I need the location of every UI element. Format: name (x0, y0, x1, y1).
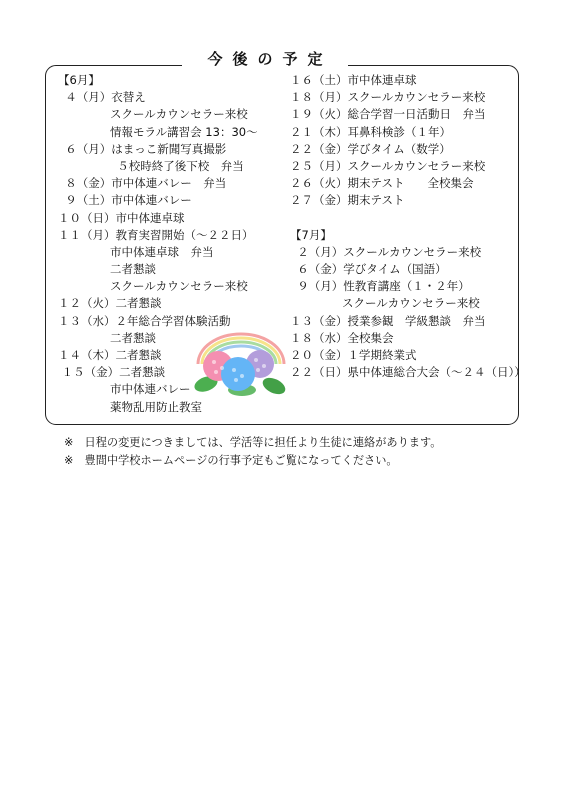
july-schedule-entry: ６（金）学びタイム（国語） (290, 262, 447, 277)
june-schedule-entry: スクールカウンセラー来校 (110, 107, 248, 122)
notes (64, 434, 441, 470)
page-title: 今後の予定 (182, 46, 348, 72)
june-schedule-entry: １１（月）教育実習開始（～２２日） (58, 227, 254, 242)
july-schedule-entry: ２（月）スクールカウンセラー来校 (290, 244, 482, 259)
june-schedule-entry: ８（金）市中体連バレー 弁当 (58, 176, 227, 191)
june-schedule-entry: １４（木）二者懇談 (58, 348, 162, 362)
july-schedule-entry: ９（月）性教育講座（１・２年） (290, 279, 470, 294)
july-schedule-column (290, 72, 526, 381)
july-schedule-entry: 【7月】 (290, 227, 332, 242)
june-schedule-entry: １２（火）二者懇談 (58, 296, 162, 311)
july-schedule-entry: １８（水）全校集会 (290, 330, 394, 345)
july-schedule-entry: ２２（日）県中体連総合大会（～２４（日）） (290, 365, 526, 380)
note-homepage: ※ 豊間中学校ホームページの行事予定もご覧になってください。 (64, 454, 398, 467)
june-schedule-entry: 情報モラル講習会 13：30～ (110, 124, 258, 139)
june-schedule-entry: ９（土）市中体連バレー (58, 193, 192, 208)
june-schedule-entry: ４（月）衣替え (58, 90, 146, 105)
hydrangea-rainbow-illustration (192, 330, 290, 398)
june-schedule-entry: 二者懇談 (110, 262, 156, 277)
july-schedule-entry: ２２（金）学びタイム（数学） (290, 141, 451, 156)
july-schedule-entry: １３（金）授業参観 学級懇談 弁当 (290, 313, 486, 328)
june-schedule-entry: １０（日）市中体連卓球 (58, 210, 185, 225)
june-schedule-entry: ５校時終了後下校 弁当 (110, 158, 244, 173)
leaf-right (260, 375, 288, 398)
june-schedule-entry: 市中体連卓球 弁当 (110, 244, 214, 259)
june-schedule-entry: 二者懇談 (110, 330, 156, 345)
note-schedule-change: ※ 日程の変更につきましては、学活等に担任より生徒に連絡があります。 (64, 436, 442, 449)
june-schedule-entry: ６（月）はまっこ新聞写真撮影 (58, 141, 227, 156)
july-schedule-entry: ２７（金）期末テスト (290, 193, 405, 208)
july-schedule-entry: １８（月）スクールカウンセラー来校 (290, 90, 486, 105)
july-schedule-entry: スクールカウンセラー来校 (342, 296, 480, 311)
july-schedule-entry: １６（土）市中体連卓球 (290, 73, 417, 87)
june-schedule-entry: スクールカウンセラー来校 (110, 279, 248, 294)
june-schedule-entry: 市中体連バレー (110, 382, 191, 397)
hydrangea-blue (221, 357, 255, 391)
july-schedule-entry: ２１（木）耳鼻科検診（１年） (290, 124, 451, 139)
june-schedule-entry: １５（金）二者懇談 (58, 365, 166, 380)
july-schedule-entry (290, 210, 526, 227)
july-schedule-entry: ２０（金）１学期終業式 (290, 348, 417, 362)
july-schedule-entry: ２６（火）期末テスト 全校集会 (290, 176, 474, 191)
july-schedule-entry: ２５（月）スクールカウンセラー来校 (290, 158, 486, 173)
june-schedule-entry: 【6月】 (58, 73, 100, 87)
july-schedule-entry: １９（火）総合学習一日活動日 弁当 (290, 107, 486, 122)
june-schedule-entry: 薬物乱用防止教室 (110, 399, 202, 414)
june-schedule-entry: １３（水）２年総合学習体験活動 (58, 313, 231, 328)
